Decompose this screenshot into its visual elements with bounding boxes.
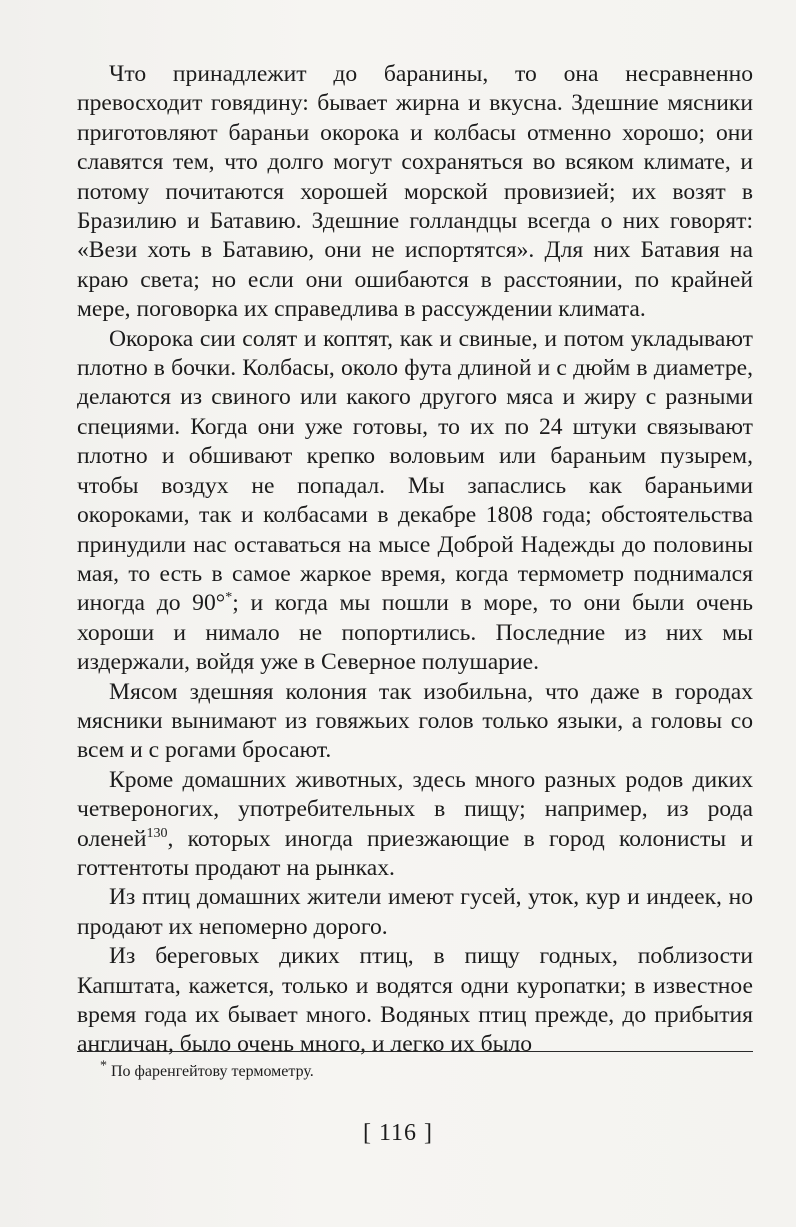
footnote-marker: * [225,590,233,606]
paragraph: Окорока сии солят и коптят, как и свиные, и потом укладывают плотно в бочки. Колбасы, около фута длиной и с дюйм в диаметре, делаются из свиного или какого другого мяса и жиру с разными специями. Когда они уже готовы, то их по 24 штуки связывают плотно и обшивают крепко воловьим или бараньим пузырем, чтобы воздух не попадал. Мы запаслись как бараньими окороками, так и колбасами в декабре 1808 года; обстоятельства принудили нас оставаться на мысе Доброй Надежды до половины мая, то есть в самое жаркое время, когда термометр поднимался иногда до 90°*; и когда мы пошли в море, то они были очень хороши и нимало не попортились. Последние из них мы издержали, войдя уже в Северное полушарие. [77,325,754,676]
paragraph: Из птиц домашних жители имеют гусей, уток, кур и индеек, но продают их непомерно дорого. [77,884,753,940]
footnote-marker: * [100,1058,107,1074]
paragraph: Кроме домашних животных, здесь много разных родов диких четвероногих, употребительных в пищу; например, из рода оленей$^{130}$, которых иногда приезжающие в город колонисты и готтентоты продают на рынках. [77,766,753,881]
paragraph: Мясом здешняя колония так изобильна, что даже в городах мясники вынимают из говяжьих голов только языки, а головы со всем и с рогами бросают. [77,678,753,764]
body-text [77,60,753,1060]
footnote: * По фаренгейтову термометру. [100,1058,314,1080]
footnote-divider [77,1051,753,1052]
page-number: [ 116 ] [362,1120,434,1146]
endnote-reference: 130 [146,825,168,841]
paragraph: Что принадлежит до баранины, то она несравненно превосходит говядину: бывает жирна и вкусна. Здешние мясники приготовляют бараньи окорока и колбасы отменно хорошо; они славятся тем, что долго могут сохраняться во всяком климате, и потому почитаются хорошей морской провизией; их возят в Бразилию и Батавию. Здешние голландцы всегда о них говорят: «Вези хоть в Батавию, они не испортятся». Для них Батавия на краю света; но если они ошибаются в расстоянии, по крайней мере, поговорка их справедлива в рассуждении климата. [77,61,753,323]
paragraph: Из береговых диких птиц, в пищу годных, поблизости Капштата, кажется, только и водятся одни куропатки; в известное время года их бывает много. Водяных птиц прежде, до прибытия англичан, было очень много, и легко их было [77,943,753,1058]
